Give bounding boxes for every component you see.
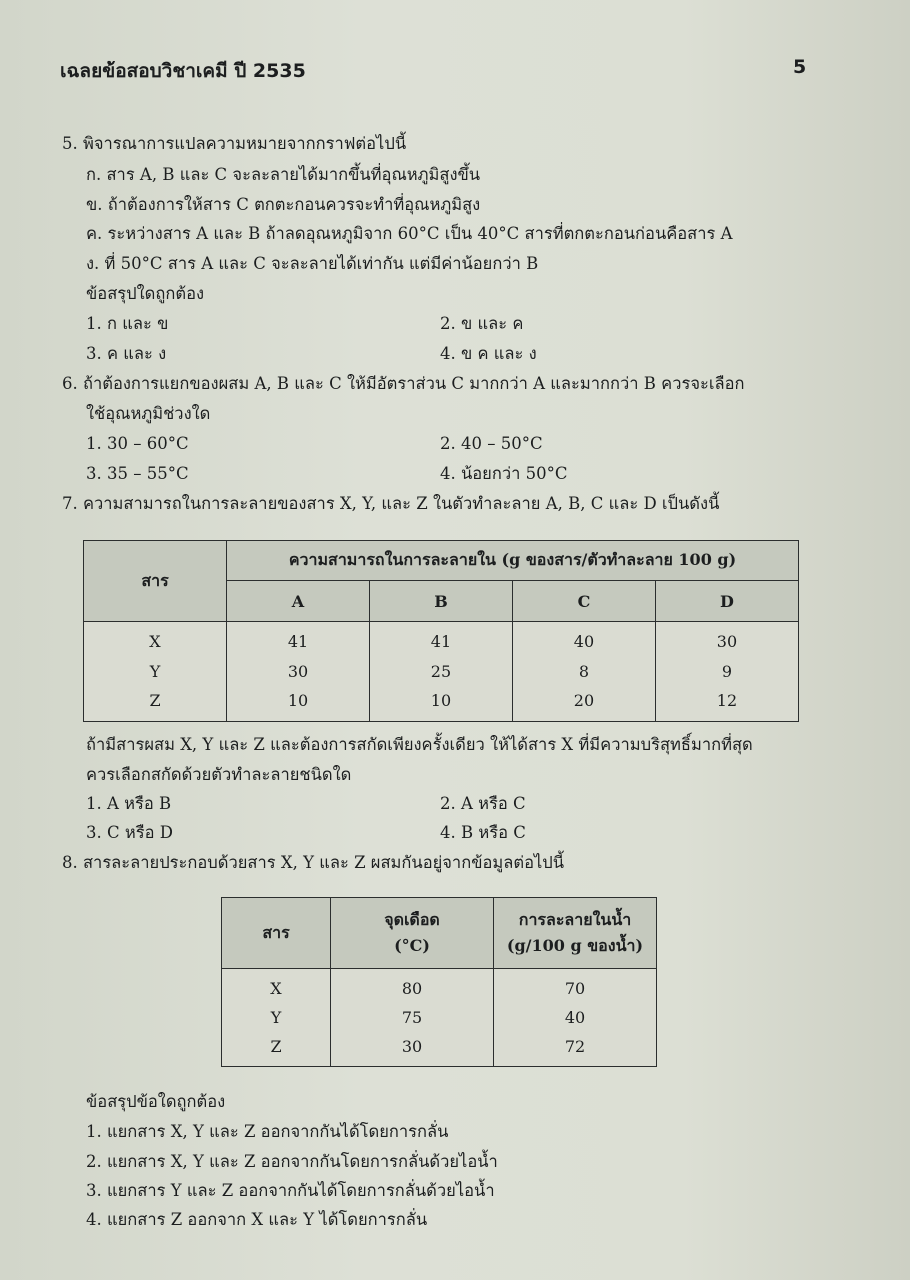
table-cell: 75 — [401, 1008, 423, 1027]
q7-stem: 7. ความสามารถในการละลายของสาร X, Y, และ Z ในตัวทำละลาย A, B, C และ D เป็นดังนี้ — [62, 494, 720, 513]
table-column-header — [331, 898, 494, 969]
table-cell: 40 — [573, 632, 595, 652]
table-row-names — [222, 969, 331, 1067]
solubility-unit: (g/100 g ของน้ำ) — [506, 936, 644, 955]
table-row-label: Z — [149, 691, 161, 711]
table-cell: 70 — [564, 979, 586, 998]
q5-option-4[interactable]: 4. ข ค และ ง — [440, 344, 537, 363]
q5-stem: 5. พิจารณาการแปลความหมายจากกราฟต่อไปนี้ — [62, 134, 407, 153]
table-column-values — [227, 622, 370, 722]
table-cell: 41 — [430, 632, 452, 652]
q7-option-3[interactable]: 3. C หรือ D — [86, 823, 173, 842]
q7-option-1[interactable]: 1. A หรือ B — [86, 794, 172, 813]
q5-option-3[interactable]: 3. ค และ ง — [86, 344, 167, 363]
q5-statement: ก. สาร A, B และ C จะละลายได้มากขึ้นที่อุณหภูมิสูงขึ้น — [86, 165, 481, 184]
table-column-values — [369, 622, 512, 722]
q5-statement: ข. ถ้าต้องการให้สาร C ตกตะกอนควรจะทำที่อุณหภูมิสูง — [86, 195, 481, 214]
table-column-values — [331, 969, 494, 1067]
q8-option-3[interactable]: 3. แยกสาร Y และ Z ออกจากกันได้โดยการกลั่นด้วยไอน้ำ — [86, 1181, 495, 1200]
table-column-header: D — [655, 581, 798, 622]
q5-statement: ง. ที่ 50°C สาร A และ C จะละลายได้เท่ากัน แต่มีค่าน้อยกว่า B — [86, 254, 539, 273]
table-cell: 72 — [564, 1037, 586, 1056]
table-row-label: Y — [270, 1008, 282, 1027]
table-row-label: Z — [270, 1037, 282, 1056]
table-column-values — [512, 622, 655, 722]
table-cell: 40 — [564, 1008, 586, 1027]
table-cell: 80 — [401, 979, 423, 998]
table-cell: 12 — [716, 691, 738, 711]
q5-option-2[interactable]: 2. ข และ ค — [440, 314, 524, 333]
table-column-values — [655, 622, 798, 722]
q5-statement: ค. ระหว่างสาร A และ B ถ้าลดอุณหภูมิจาก 60°C เป็น 40°C สารที่ตกตะกอนก่อนคือสาร A — [86, 224, 733, 243]
table-group-header: ความสามารถในการละลายใน (g ของสาร/ตัวทำละลาย 100 g) — [227, 541, 799, 581]
q8-stem: 8. สารละลายประกอบด้วยสาร X, Y และ Z ผสมกันอยู่จากข้อมูลต่อไปนี้ — [62, 853, 565, 872]
boiling-point-table — [221, 897, 657, 1067]
boiling-point-header: จุดเดือด — [384, 910, 440, 929]
table-column-header: C — [512, 581, 655, 622]
table-cell: 30 — [716, 632, 738, 652]
table-column-header: A — [227, 581, 370, 622]
page-number: 5 — [793, 56, 807, 78]
table-cell: 25 — [430, 661, 452, 681]
table-cell: 9 — [721, 661, 733, 681]
table-column-header — [494, 898, 657, 969]
table-row-names — [84, 622, 227, 722]
table-cell: 10 — [430, 691, 452, 711]
table-cell: 30 — [287, 661, 309, 681]
table-row-label: X — [270, 979, 282, 998]
q8-option-4[interactable]: 4. แยกสาร Z ออกจาก X และ Y ได้โดยการกลั่น — [86, 1210, 428, 1229]
q6-stem-continued: ใช้อุณหภูมิช่วงใด — [86, 404, 211, 423]
q5-question: ข้อสรุปใดถูกต้อง — [86, 284, 205, 303]
table-cell: 41 — [287, 632, 309, 652]
q7-option-2[interactable]: 2. A หรือ C — [440, 794, 526, 813]
q7-question-continued: ควรเลือกสกัดด้วยตัวทำละลายชนิดใด — [86, 765, 352, 784]
table-column-header: B — [369, 581, 512, 622]
q6-option-2[interactable]: 2. 40 – 50°C — [440, 434, 543, 453]
solubility-table — [83, 540, 799, 722]
table-row-label: Y — [149, 661, 161, 681]
table-cell: 20 — [573, 691, 595, 711]
table-row-header: สาร — [84, 541, 227, 622]
table-cell: 30 — [401, 1037, 423, 1056]
q6-option-3[interactable]: 3. 35 – 55°C — [86, 464, 189, 483]
q5-option-1[interactable]: 1. ก และ ข — [86, 314, 169, 333]
q7-option-4[interactable]: 4. B หรือ C — [440, 823, 526, 842]
q8-question: ข้อสรุปข้อใดถูกต้อง — [86, 1092, 226, 1111]
q8-option-1[interactable]: 1. แยกสาร X, Y และ Z ออกจากกันได้โดยการกลั่น — [86, 1122, 449, 1141]
q7-question: ถ้ามีสารผสม X, Y และ Z และต้องการสกัดเพียงครั้งเดียว ให้ได้สาร X ที่มีความบริสุทธิ์มากที่สุด — [86, 735, 753, 754]
table-row-label: X — [149, 632, 161, 652]
solubility-header: การละลายในน้ำ — [518, 910, 632, 929]
q6-option-4[interactable]: 4. น้อยกว่า 50°C — [440, 464, 568, 483]
q6-stem: 6. ถ้าต้องการแยกของผสม A, B และ C ให้มีอัตราส่วน C มากกว่า A และมากกว่า B ควรจะเลือก — [62, 374, 745, 393]
boiling-point-unit: (°C) — [394, 936, 430, 955]
table-column-values — [494, 969, 657, 1067]
table-column-header: สาร — [222, 898, 331, 969]
header-title: เฉลยข้อสอบวิชาเคมี ปี 2535 — [60, 60, 306, 82]
q8-option-2[interactable]: 2. แยกสาร X, Y และ Z ออกจากกันโดยการกลั่นด้วยไอน้ำ — [86, 1152, 498, 1171]
table-cell: 10 — [287, 691, 309, 711]
q6-option-1[interactable]: 1. 30 – 60°C — [86, 434, 189, 453]
table-cell: 8 — [578, 661, 590, 681]
